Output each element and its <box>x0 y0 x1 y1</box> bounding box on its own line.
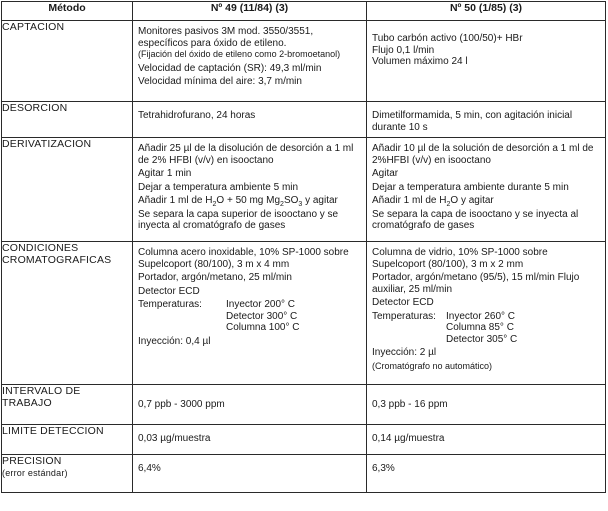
label-precision <box>2 455 133 493</box>
intervalo-m50 <box>367 385 606 425</box>
header-metodo <box>2 2 133 21</box>
temps-label: Temperaturas: <box>372 310 436 322</box>
condiciones-m50-line1: Columna de vidrio, 10% SP-1000 sobre Supelcoport (80/100), 3 m x 2 mm <box>372 247 548 270</box>
line4-part-b: O y agitar <box>450 195 494 206</box>
condiciones-m49-line2: Portador, argón/metano, 25 ml/min <box>138 272 292 283</box>
row-precision <box>2 455 606 493</box>
line4-sub-1: 2 <box>446 201 451 208</box>
label-derivatizacion: DERIVATIZACION <box>2 138 133 242</box>
derivatizacion-m49 <box>133 138 367 242</box>
temp-inyector: Inyector 200° C <box>226 299 296 310</box>
limite-m49 <box>133 425 367 455</box>
line4-part-c: SO <box>283 195 299 206</box>
line4-part-d: y agitar <box>302 195 338 206</box>
precision-m50-line1: 6,3% <box>372 463 395 474</box>
condiciones-m49 <box>133 242 367 385</box>
line4-part-a: Añadir 1 ml de H <box>372 195 447 206</box>
temp-inyector: Inyector 260° C <box>446 310 516 322</box>
label-captacion: CAPTACION <box>2 21 133 102</box>
captacion-m50-line2: Flujo 0,1 l/min <box>372 44 435 56</box>
label-limite: LIMITE DETECCION <box>2 425 133 455</box>
intervalo-m49 <box>133 385 367 425</box>
condiciones-m49-line1: Columna acero inoxidable, 10% SP-1000 sobre Supelcoport (80/100), 3 m x 4 mm <box>138 247 349 270</box>
precision-m50 <box>367 455 606 493</box>
condiciones-m49-line4: Inyección: 0,4 µl <box>138 335 211 347</box>
condiciones-m50-line4: Inyección: 2 µl <box>372 347 437 358</box>
desorcion-m49 <box>133 102 367 138</box>
header-method-50-text: Nº 50 (1/85) (3) <box>449 2 523 14</box>
captacion-m49-line1: Monitores pasivos 3M mod. 3550/3551, específicos para óxido de etileno. <box>138 26 314 49</box>
condiciones-m50-line2: Portador, argón/metano (95/5), 15 ml/min Flujo auxiliar, 25 ml/min <box>372 272 580 295</box>
limite-m50 <box>367 425 606 455</box>
label-precision-sub: (error estándar) <box>2 468 68 478</box>
derivatizacion-m49-line2: Agitar 1 min <box>138 168 192 179</box>
temp-columna: Columna 100° C <box>226 322 300 333</box>
intervalo-m49-line1: 0,7 ppb - 3000 ppm <box>138 398 225 410</box>
condiciones-m49-temperatures <box>138 299 363 334</box>
captacion-m50-line1: Tubo carbón activo (100/50)+ HBr <box>372 33 523 44</box>
row-desorcion <box>2 102 606 138</box>
limite-m50-line1: 0,14 µg/muestra <box>372 433 445 445</box>
desorcion-m49-line1: Tetrahidrofurano, 24 horas <box>138 110 256 121</box>
derivatizacion-m49-line3: Dejar a temperatura ambiente 5 min <box>138 181 299 193</box>
label-intervalo: INTERVALO DE TRABAJO <box>2 385 133 425</box>
header-method-49-text: Nº 49 (11/84) (3) <box>210 2 289 14</box>
row-condiciones <box>2 242 606 385</box>
precision-m49 <box>133 455 367 493</box>
captacion-m49-line2: (Fijación del óxido de etileno como 2-bromoetanol) <box>138 49 341 59</box>
line4-sub-3: 3 <box>298 201 303 208</box>
row-limite <box>2 425 606 455</box>
limite-m49-line1: 0,03 µg/muestra <box>138 433 211 445</box>
label-condiciones: CONDICIONES CROMATOGRAFICAS <box>2 242 133 385</box>
row-captacion <box>2 21 606 102</box>
condiciones-m50 <box>367 242 606 385</box>
label-precision-main: PRECISION <box>2 455 62 467</box>
row-intervalo <box>2 385 606 425</box>
header-method-50 <box>367 2 606 21</box>
captacion-m49-line4: Velocidad mínima del aire: 3,7 m/min <box>138 76 302 87</box>
methods-table <box>1 1 606 493</box>
derivatizacion-m50-line2: Agitar <box>372 168 399 179</box>
derivatizacion-m50-line3: Dejar a temperatura ambiente durante 5 min <box>372 181 569 193</box>
row-derivatizacion <box>2 138 606 242</box>
line4-part-b: O + 50 mg Mg <box>216 195 281 206</box>
temp-columna: Columna 85° C <box>446 322 514 333</box>
captacion-m50 <box>367 21 606 102</box>
derivatizacion-m49-line1: Añadir 25 µl de la disolución de desorción a 1 ml de 2% HFBI (v/v) en isooctano <box>138 143 354 166</box>
condiciones-m50-line3: Detector ECD <box>372 297 434 308</box>
captacion-m49 <box>133 21 367 102</box>
derivatizacion-m50-line4 <box>372 195 602 207</box>
temp-detector: Detector 305° C <box>446 333 518 345</box>
temps-label: Temperaturas: <box>138 299 202 310</box>
derivatizacion-m50 <box>367 138 606 242</box>
desorcion-m50-line1: Dimetilformamida, 5 min, con agitación inicial durante 10 s <box>372 110 573 133</box>
header-method-49 <box>133 2 367 21</box>
intervalo-m50-line1: 0,3 ppb - 16 ppm <box>372 398 448 410</box>
condiciones-m50-line5: (Cromatógrafo no automático) <box>372 360 493 371</box>
desorcion-m50 <box>367 102 606 138</box>
line4-sub-1: 2 <box>212 201 217 208</box>
label-desorcion: DESORCION <box>2 102 133 138</box>
condiciones-m49-line3: Detector ECD <box>138 285 200 297</box>
line4-part-a: Añadir 1 ml de H <box>138 195 213 206</box>
line4-sub-2: 2 <box>280 201 284 208</box>
derivatizacion-m49-line5: Se separa la capa superior de isooctano y se inyecta al cromatógrafo de gases <box>138 208 339 231</box>
derivatizacion-m50-line1: Añadir 10 µl de la solución de desorción a 1 ml de 2%HFBI (v/v) en isooctano <box>372 143 594 166</box>
precision-m49-line1: 6,4% <box>138 463 161 474</box>
condiciones-m50-temperatures <box>372 311 602 346</box>
header-row <box>2 2 606 21</box>
derivatizacion-m50-line5: Se separa la capa de isooctano y se inyecta al cromatógrafo de gases <box>372 208 579 231</box>
derivatizacion-m49-line4 <box>138 195 363 207</box>
captacion-m49-line3: Velocidad de captación (SR): 49,3 ml/min <box>138 62 322 74</box>
header-metodo-text: Método <box>48 2 86 14</box>
temp-detector: Detector 300° C <box>226 310 298 322</box>
captacion-m50-line3: Volumen máximo 24 l <box>372 56 468 67</box>
